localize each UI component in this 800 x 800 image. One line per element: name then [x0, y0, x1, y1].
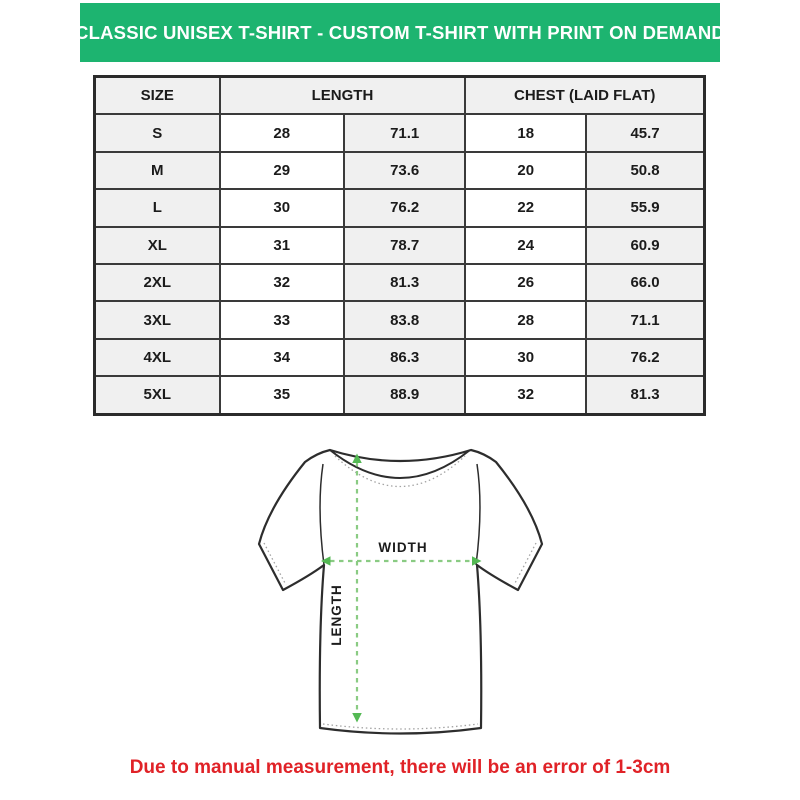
table-row — [95, 152, 705, 189]
length-cm-cell: 83.8 — [344, 301, 465, 338]
table-row — [95, 114, 705, 151]
length-in-cell: 31 — [220, 227, 344, 264]
length-cm-cell: 81.3 — [344, 264, 465, 301]
length-in-cell: 33 — [220, 301, 344, 338]
tshirt-outline — [259, 450, 542, 734]
length-in-cell: 28 — [220, 114, 344, 151]
width-label: WIDTH — [378, 540, 428, 555]
size-cell: 4XL — [95, 339, 220, 376]
size-cell: 5XL — [95, 376, 220, 414]
size-cell: 2XL — [95, 264, 220, 301]
length-label: LENGTH — [329, 584, 344, 646]
chest-cm-cell: 71.1 — [586, 301, 704, 338]
size-table — [93, 75, 706, 416]
column-header-chest: CHEST (LAID FLAT) — [465, 77, 704, 115]
size-cell: 3XL — [95, 301, 220, 338]
chest-in-cell: 18 — [465, 114, 586, 151]
chest-cm-cell: 66.0 — [586, 264, 704, 301]
size-table-container — [93, 75, 706, 416]
table-row — [95, 189, 705, 226]
chest-cm-cell: 55.9 — [586, 189, 704, 226]
column-header-length: LENGTH — [220, 77, 466, 115]
chest-in-cell: 24 — [465, 227, 586, 264]
length-cm-cell: 76.2 — [344, 189, 465, 226]
chest-cm-cell: 76.2 — [586, 339, 704, 376]
chest-cm-cell: 81.3 — [586, 376, 704, 414]
table-row — [95, 227, 705, 264]
size-cell: XL — [95, 227, 220, 264]
length-in-cell: 30 — [220, 189, 344, 226]
length-cm-cell: 71.1 — [344, 114, 465, 151]
chest-cm-cell: 45.7 — [586, 114, 704, 151]
size-cell: S — [95, 114, 220, 151]
length-in-cell: 32 — [220, 264, 344, 301]
length-cm-cell: 88.9 — [344, 376, 465, 414]
chest-in-cell: 28 — [465, 301, 586, 338]
table-row — [95, 376, 705, 414]
chest-cm-cell: 60.9 — [586, 227, 704, 264]
chest-in-cell: 32 — [465, 376, 586, 414]
chest-in-cell: 26 — [465, 264, 586, 301]
length-in-cell: 29 — [220, 152, 344, 189]
chest-cm-cell: 50.8 — [586, 152, 704, 189]
table-header-row — [95, 77, 705, 115]
length-in-cell: 35 — [220, 376, 344, 414]
chest-in-cell: 20 — [465, 152, 586, 189]
title-banner — [75, 3, 725, 62]
column-header-size: SIZE — [95, 77, 220, 115]
tshirt-measurement-diagram — [250, 441, 550, 741]
page-title: CLASSIC UNISEX T-SHIRT - CUSTOM T-SHIRT WITH PRINT ON DEMAND — [75, 21, 725, 43]
size-cell: M — [95, 152, 220, 189]
measurement-error-note: Due to manual measurement, there will be an error of 1-3cm — [129, 757, 671, 778]
size-cell: L — [95, 189, 220, 226]
chest-in-cell: 30 — [465, 339, 586, 376]
table-row — [95, 339, 705, 376]
length-in-cell: 34 — [220, 339, 344, 376]
table-row — [95, 301, 705, 338]
length-cm-cell: 73.6 — [344, 152, 465, 189]
chest-in-cell: 22 — [465, 189, 586, 226]
length-cm-cell: 78.7 — [344, 227, 465, 264]
length-cm-cell: 86.3 — [344, 339, 465, 376]
table-row — [95, 264, 705, 301]
